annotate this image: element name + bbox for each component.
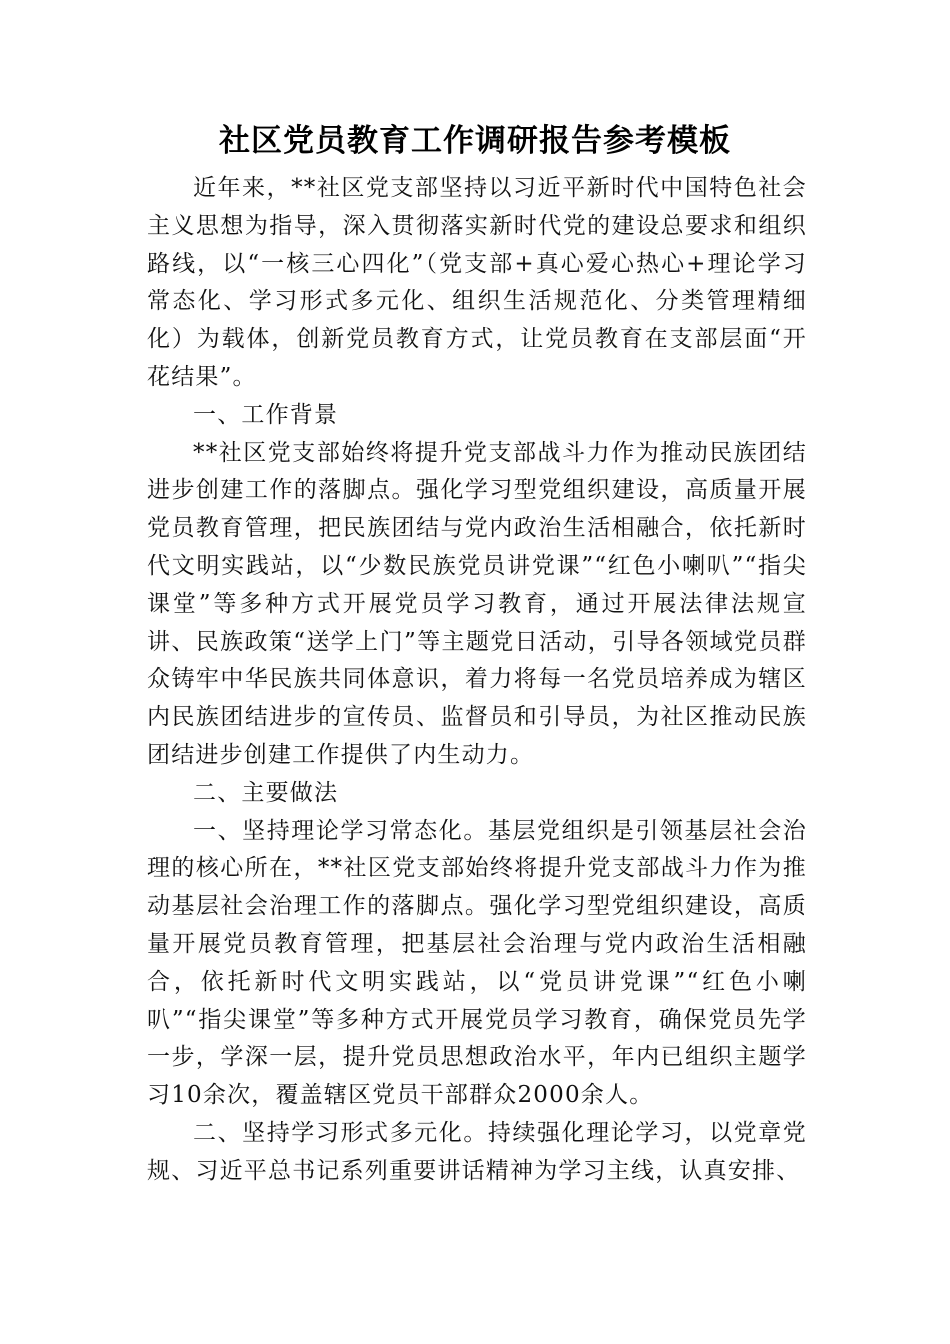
paragraph-intro: 近年来，**社区党支部坚持以习近平新时代中国特色社会主义思想为指导，深入贯彻落实新时代党的建设总要求和组织路线，以“一核三心四化”（党支部+真心爱心热心+理论学习常态化、学习形式多元化、组织生活规范化、分类管理精细化）为载体，创新党员教育方式，让党员教育在支部层面“开花结果”。 <box>147 175 807 390</box>
paragraph-practice-2: 二、坚持学习形式多元化。持续强化理论学习，以党章党规、习近平总书记系列重要讲话精神为学习主线，认真安排、 <box>147 1119 807 1184</box>
document-title: 社区党员教育工作调研报告参考模板 <box>219 123 731 159</box>
paragraph-background: **社区党支部始终将提升党支部战斗力作为推动民族团结进步创建工作的落脚点。强化学习型党组织建设，高质量开展党员教育管理，把民族团结与党内政治生活相融合，依托新时代文明实践站，以“少数民族党员讲党课”“红色小喇叭”“指尖课堂”等多种方式开展党员学习教育，通过开展法律法规宣讲、民族政策“送学上门”等主题党日活动，引导各领域党员群众铸牢中华民族共同体意识，着力将每一名党员培养成为辖区内民族团结进步的宣传员、监督员和引导员，为社区推动民族团结进步创建工作提供了内生动力。 <box>147 439 807 768</box>
section-heading-background: 一、工作背景 <box>193 401 339 428</box>
document-body <box>147 170 807 1191</box>
paragraph-practice-1: 一、坚持理论学习常态化。基层党组织是引领基层社会治理的核心所在，**社区党支部始终将提升党支部战斗力作为推动基层社会治理工作的落脚点。强化学习型党组织建设，高质量开展党员教育管理，把基层社会治理与党内政治生活相融合，依托新时代文明实践站，以“党员讲党课”“红色小喇叭”“指尖课堂”等多种方式开展党员学习教育，确保党员先学一步，学深一层，提升党员思想政治水平，年内已组织主题学习10余次，覆盖辖区党员干部群众2000余人。 <box>147 817 807 1109</box>
section-heading-practices: 二、主要做法 <box>193 779 339 806</box>
